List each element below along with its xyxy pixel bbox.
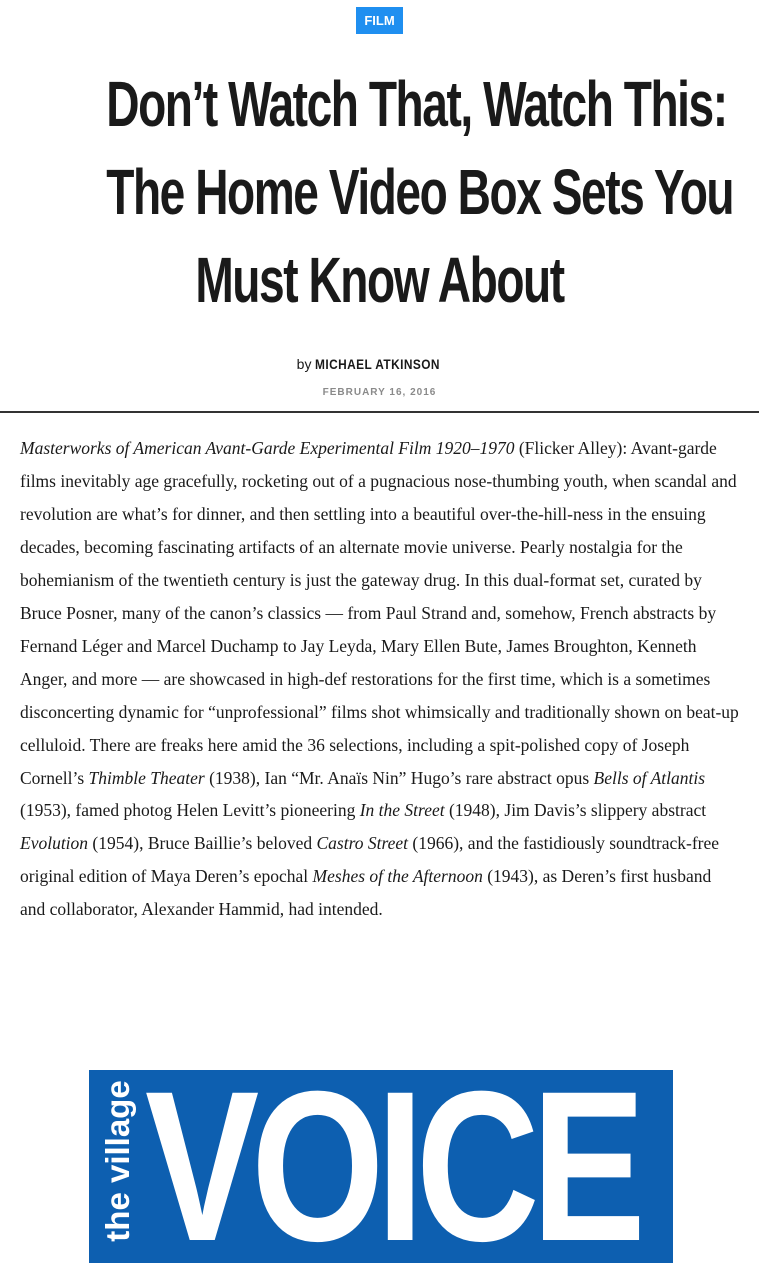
body-text: (1954), Bruce Baillie’s beloved [88,833,317,854]
body-text: (1966), and the fastidiously soundtrack-free original edition of Maya Deren’s epochal [20,833,720,887]
film-title: Castro Street [316,833,409,854]
article-paragraph [20,432,740,926]
body-text: (1953), famed photog Helen Levitt’s pioneering [20,800,360,821]
film-title: Thimble Theater [88,767,205,788]
byline-prefix: by [296,356,312,372]
village-voice-logo[interactable] [89,1070,673,1263]
body-text: (1943), as Deren’s first husband and collaborator, Alexander Hammid, had intended. [20,866,712,920]
category-tag-film[interactable]: FILM [356,7,403,34]
body-text: (1948), Jim Davis’s slippery abstract [444,800,707,821]
publish-date: FEBRUARY 16, 2016 [322,387,437,398]
box-set-title: Masterworks of American Avant-Garde Experimental Film 1920–1970 [20,438,515,458]
film-title: Evolution [20,833,89,854]
logo-the-village-text: the village [99,1080,136,1242]
film-title: In the Street [359,800,445,821]
body-text: (1938), Ian “Mr. Anaïs Nin” Hugo’s rare abstract opus [204,767,594,788]
body-text: (Flicker Alley): Avant-garde films inevitably age gracefully, rocketing out of a pugnacious nose-thumbing youth, when scandal and revolution are what’s for dinner, and then settling into a beautiful over-the-hill-ness in the ensuing decades, becoming fascinating artifacts of an alternate movie universe. Pearly nostalgia for the bohemianism of the twentieth century is just the gateway drug. In this dual-format set, curated by Bruce Posner, many of the canon’s classics — from Paul Strand and, somehow, French abstracts by Fernand Léger and Marcel Duchamp to Jay Leyda, Mary Ellen Bute, James Broughton, Kenneth Anger, and more — are showcased in high-def restorations for the first time, which is a sometimes disconcerting dynamic for “unprofessional” films shot whimsically and traditionally shown on beat-up celluloid. There are freaks here amid the 36 selections, including a spit-polished copy of Joseph Cornell’s [20,438,739,788]
headline [0,60,759,324]
headline-line-1: Don’t Watch That, Watch This: [106,68,727,140]
film-title: Bells of Atlantis [593,767,706,788]
headline-line-3: Must Know About [195,244,564,316]
author-link[interactable]: MICHAEL ATKINSON [315,356,441,372]
divider [0,411,759,413]
headline-line-2: The Home Video Box Sets You [106,156,734,228]
film-title: Meshes of the Afternoon [312,866,483,887]
logo-voice-text: VOICE [145,1070,638,1263]
byline [0,356,759,372]
